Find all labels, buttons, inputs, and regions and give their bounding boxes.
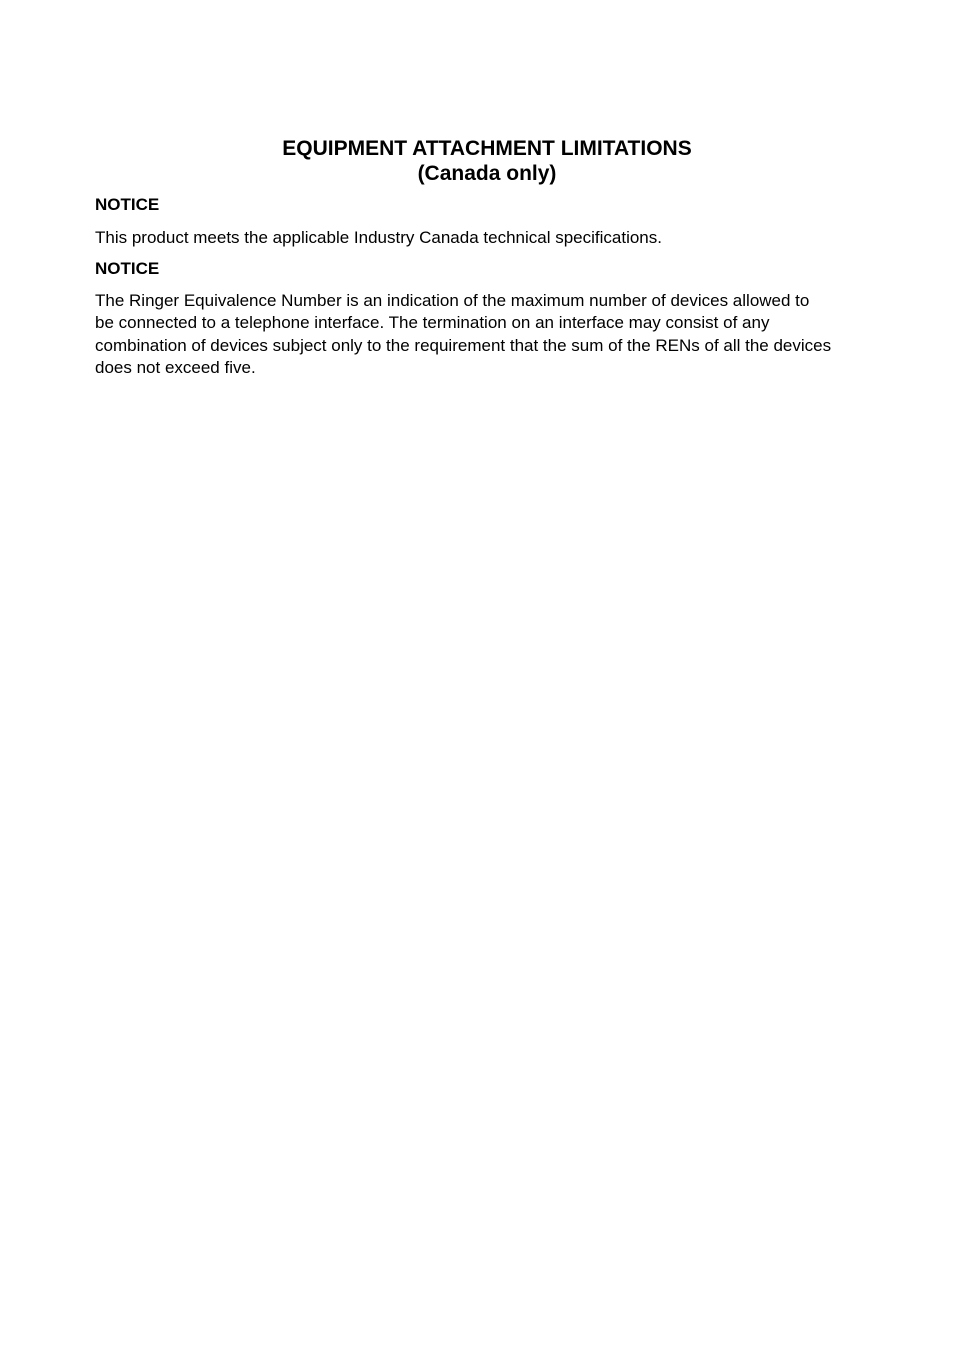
paragraph-line: does not exceed five. [95,358,256,377]
notice-paragraph: This product meets the applicable Industry Canada technical specifications. [95,228,662,247]
document-content [95,136,885,380]
document-subtitle: (Canada only) [417,162,557,185]
paragraph-line: combination of devices subject only to the requirement that the sum of the RENs of all the devices [95,335,832,355]
notice-paragraph [95,290,885,380]
notice-heading: NOTICE [95,258,160,278]
title-block [95,136,879,186]
document-title: EQUIPMENT ATTACHMENT LIMITATIONS [282,137,692,160]
notice-heading: NOTICE [95,195,160,214]
paragraph-line: The Ringer Equivalence Number is an indication of the maximum number of devices allowed to [95,290,810,310]
paragraph-line: be connected to a telephone interface. The termination on an interface may consist of any [95,313,770,332]
